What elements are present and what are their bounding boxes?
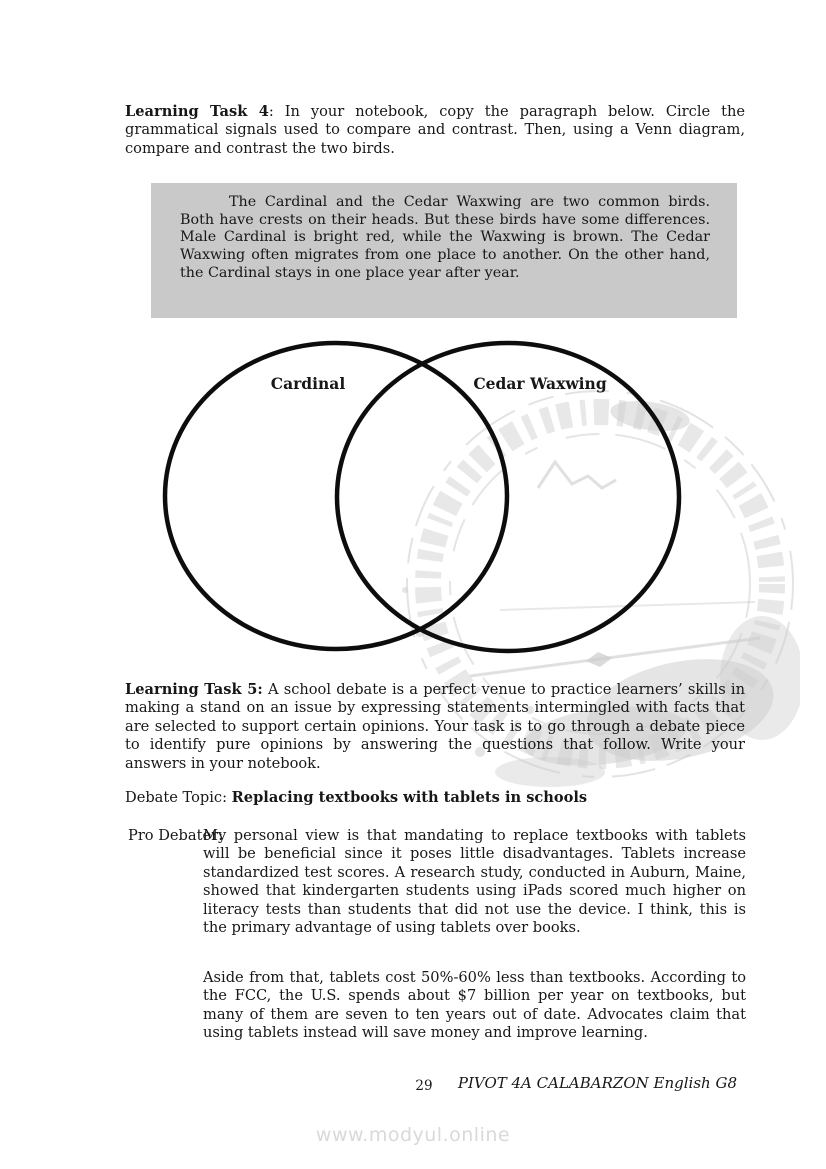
passage-text: The Cardinal and the Cedar Waxwing are two common birds. Both have crests on their heads. But these birds have some differences. Male Cardinal is bright red, while the Waxwing is brown. The Cedar Waxwing often migrates from one place to another. On the other hand, the Cardinal stays in one place year after year. xyxy=(180,194,710,281)
footer-module-title: PIVOT 4A CALABARZON English G8 xyxy=(457,1074,737,1092)
learning-task-4-paragraph xyxy=(125,103,745,158)
venn-label-cedar-waxwing: Cedar Waxwing xyxy=(473,374,607,393)
learning-task-5-paragraph xyxy=(125,681,745,773)
debate-topic-line xyxy=(125,789,745,807)
pro-debater-label: Pro Debater: xyxy=(128,827,223,844)
debate-topic-label: Debate Topic: xyxy=(125,789,232,806)
debate-topic-title: Replacing textbooks with tablets in schools xyxy=(231,789,588,806)
page-number: 29 xyxy=(415,1078,433,1094)
learning-task-5-label: Learning Task 5: xyxy=(125,681,263,698)
passage-box xyxy=(151,183,737,318)
learning-task-5-text: A school debate is a perfect venue to practice learners’ skills in making a stand on an issue by expressing statements intermingled with facts that are selected to support certain opinions. Your task is to go through a debate piece to identify pure opinions by answering the questions that follow. Write your answers in your notebook. xyxy=(125,681,745,772)
learning-task-4-text: : In your notebook, copy the paragraph below. Circle the grammatical signals used to compare and contrast. Then, using a Venn diagram, compare and contrast the two birds. xyxy=(125,103,745,157)
learning-task-4-label: Learning Task 4 xyxy=(125,103,269,120)
pro-debater-paragraph-1: My personal view is that mandating to replace textbooks with tablets will be beneficial since it poses little disadvantages. Tablets increase standardized test scores. A research study, conducted in Auburn, Maine, showed that kindergarten students using iPads scored much higher on literacy tests than students that did not use the device. I think, this is the primary advantage of using tablets over books. xyxy=(203,827,746,937)
venn-label-cardinal: Cardinal xyxy=(270,374,346,393)
site-url-watermark: www.modyul.online xyxy=(315,1124,511,1146)
pro-debater-paragraph-2: Aside from that, tablets cost 50%-60% less than textbooks. According to the FCC, the U.S. spends about $7 billion per year on textbooks, but many of them are seven to ten years out of date. Advocates claim that using tablets instead will save money and improve learning. xyxy=(203,969,746,1042)
